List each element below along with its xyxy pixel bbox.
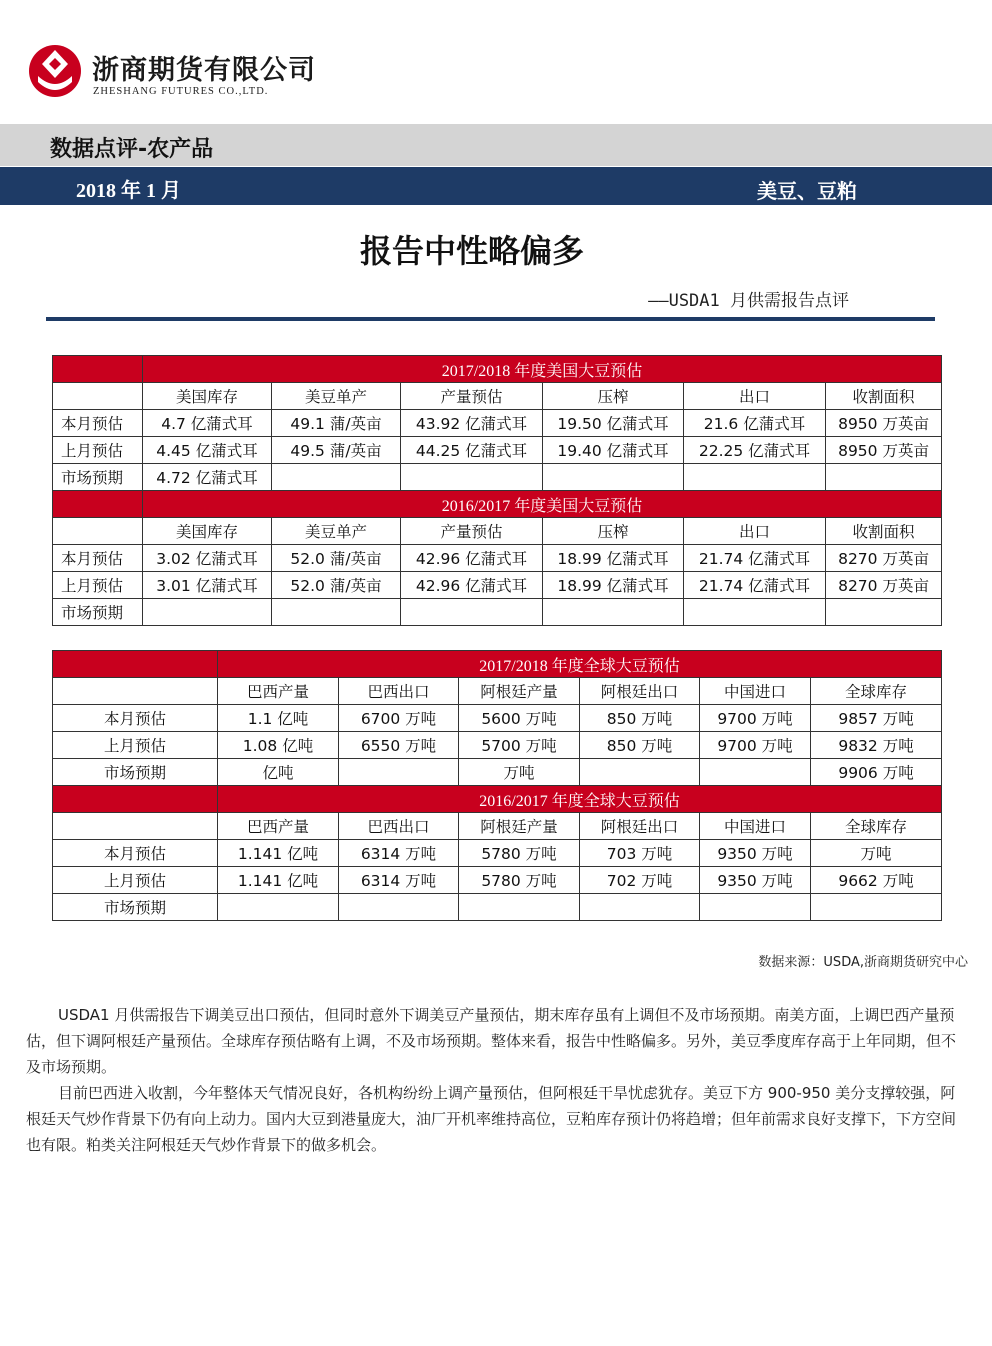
table-cell [580, 759, 700, 786]
section-title: 2017/2018 年度全球大豆预估 [218, 651, 942, 678]
table-row [53, 759, 942, 786]
table-row [53, 572, 942, 599]
report-category: 数据点评-农产品 [50, 137, 214, 162]
table-cell [543, 599, 684, 626]
table-cell [459, 894, 580, 921]
data-source-note: 数据来源：USDA,浙商期货研究中心 [758, 955, 968, 970]
row-label: 上月预估 [53, 732, 218, 759]
column-header: 压榨 [543, 518, 684, 545]
table-row [53, 867, 942, 894]
table-cell: 703 万吨 [580, 840, 700, 867]
column-header: 压榨 [543, 383, 684, 410]
table-cell: 5780 万吨 [459, 840, 580, 867]
table-cell [401, 599, 543, 626]
section-title: 2017/2018 年度美国大豆预估 [143, 356, 942, 383]
table-cell: 1.141 亿吨 [218, 867, 339, 894]
report-products: 美豆、豆粕 [757, 179, 857, 203]
table-cell: 43.92 亿蒲式耳 [401, 410, 543, 437]
table-cell [684, 599, 826, 626]
table-row [53, 705, 942, 732]
table-cell: 6700 万吨 [339, 705, 459, 732]
table-cell: 1.141 亿吨 [218, 840, 339, 867]
table-cell: 3.01 亿蒲式耳 [143, 572, 272, 599]
row-label: 市场预期 [53, 759, 218, 786]
row-label: 本月预估 [53, 545, 143, 572]
table-cell: 6550 万吨 [339, 732, 459, 759]
table-cell: 4.7 亿蒲式耳 [143, 410, 272, 437]
table-cell: 19.50 亿蒲式耳 [543, 410, 684, 437]
table-row [53, 410, 942, 437]
column-header: 收割面积 [826, 518, 942, 545]
column-header: 美国库存 [143, 518, 272, 545]
section-title: 2016/2017 年度美国大豆预估 [143, 491, 942, 518]
table-section-header [53, 356, 942, 383]
table-cell: 52.0 蒲/英亩 [272, 545, 401, 572]
table-cell: 万吨 [811, 840, 942, 867]
table-cell [272, 464, 401, 491]
column-header: 巴西出口 [339, 678, 459, 705]
table-cell: 9700 万吨 [700, 705, 811, 732]
company-name-en: ZHESHANG FUTURES CO.,LTD. [93, 86, 269, 97]
table-cell: 21.6 亿蒲式耳 [684, 410, 826, 437]
table-cell: 1.1 亿吨 [218, 705, 339, 732]
table-cell [580, 894, 700, 921]
table-cell: 9350 万吨 [700, 867, 811, 894]
row-label: 本月预估 [53, 840, 218, 867]
table-cell [826, 599, 942, 626]
table-section-header [53, 786, 942, 813]
header-blank-cell [53, 491, 143, 518]
column-header: 美豆单产 [272, 383, 401, 410]
row-label: 市场预期 [53, 599, 143, 626]
column-header: 出口 [684, 383, 826, 410]
row-label: 上月预估 [53, 572, 143, 599]
table-cell: 42.96 亿蒲式耳 [401, 572, 543, 599]
column-header: 巴西产量 [218, 813, 339, 840]
column-header: 收割面积 [826, 383, 942, 410]
column-header: 美豆单产 [272, 518, 401, 545]
title-divider [46, 317, 935, 321]
table-cell: 9350 万吨 [700, 840, 811, 867]
table-section-header [53, 651, 942, 678]
corner-cell [53, 678, 218, 705]
table-cell: 5700 万吨 [459, 732, 580, 759]
table-cell: 5600 万吨 [459, 705, 580, 732]
body-paragraph: 目前巴西进入收割，今年整体天气情况良好，各机构纷纷上调产量预估，但阿根廷干旱忧虑犹存。美豆下方 900-950 美分支撑较强，阿根廷天气炒作背景下仍有向上动力。国内大豆到港量庞大，油厂开机率维持高位，豆粕库存预计仍将趋增；但年前需求良好支撑下，下方空间也有限。粕类关注阿根廷天气炒作背景下的做多机会。 [26, 1084, 957, 1154]
row-label: 本月预估 [53, 410, 143, 437]
table-cell: 9906 万吨 [811, 759, 942, 786]
column-header: 产量预估 [401, 383, 543, 410]
report-date: 2018 年 1 月 [76, 180, 181, 202]
table-cell: 8950 万英亩 [826, 410, 942, 437]
table-cell: 6314 万吨 [339, 840, 459, 867]
row-label: 上月预估 [53, 867, 218, 894]
table-cell: 4.45 亿蒲式耳 [143, 437, 272, 464]
page-subtitle: ——USDA1 月供需报告点评 [648, 291, 849, 311]
corner-cell [53, 813, 218, 840]
page-title: 报告中性略偏多 [359, 232, 584, 270]
table-cell: 702 万吨 [580, 867, 700, 894]
table-cell: 8270 万英亩 [826, 545, 942, 572]
global-soybean-table [52, 650, 942, 921]
table-cell: 21.74 亿蒲式耳 [684, 572, 826, 599]
corner-cell [53, 383, 143, 410]
column-header: 全球库存 [811, 678, 942, 705]
row-label: 市场预期 [53, 464, 143, 491]
company-logo-icon [28, 44, 82, 98]
column-header: 出口 [684, 518, 826, 545]
table-cell [218, 894, 339, 921]
column-header: 巴西出口 [339, 813, 459, 840]
table-cell [339, 894, 459, 921]
table-cell: 亿吨 [218, 759, 339, 786]
column-header: 阿根廷产量 [459, 678, 580, 705]
table-cell: 21.74 亿蒲式耳 [684, 545, 826, 572]
column-header: 阿根廷出口 [580, 813, 700, 840]
body-paragraph: USDA1 月供需报告下调美豆出口预估，但同时意外下调美豆产量预估，期末库存虽有上调但不及市场预期。南美方面，上调巴西产量预估，但下调阿根廷产量预估。全球库存预估略有上调，不及市场预期。整体来看，报告中性略偏多。另外，美豆季度库存高于上年同期，但不及市场预期。 [26, 1006, 957, 1076]
table-row [53, 732, 942, 759]
table-cell: 42.96 亿蒲式耳 [401, 545, 543, 572]
table-cell [339, 759, 459, 786]
table-cell: 9662 万吨 [811, 867, 942, 894]
table-cell [700, 894, 811, 921]
table-cell [143, 599, 272, 626]
column-header: 美国库存 [143, 383, 272, 410]
table-cell [826, 464, 942, 491]
table-cell [272, 599, 401, 626]
table-cell: 44.25 亿蒲式耳 [401, 437, 543, 464]
table-cell: 850 万吨 [580, 732, 700, 759]
column-header: 巴西产量 [218, 678, 339, 705]
table-cell: 9700 万吨 [700, 732, 811, 759]
table-cell: 9832 万吨 [811, 732, 942, 759]
table-cell: 850 万吨 [580, 705, 700, 732]
row-label: 本月预估 [53, 705, 218, 732]
column-header: 阿根廷出口 [580, 678, 700, 705]
table-row [53, 599, 942, 626]
table-row [53, 840, 942, 867]
table-cell: 18.99 亿蒲式耳 [543, 572, 684, 599]
table-cell: 3.02 亿蒲式耳 [143, 545, 272, 572]
table-cell [811, 894, 942, 921]
header-blank-cell [53, 786, 218, 813]
table-section-header [53, 491, 942, 518]
table-cell [700, 759, 811, 786]
table-cell: 19.40 亿蒲式耳 [543, 437, 684, 464]
table-row [53, 437, 942, 464]
table-cell: 18.99 亿蒲式耳 [543, 545, 684, 572]
row-label: 上月预估 [53, 437, 143, 464]
table-cell: 8950 万英亩 [826, 437, 942, 464]
corner-cell [53, 518, 143, 545]
column-header: 中国进口 [700, 678, 811, 705]
column-header: 产量预估 [401, 518, 543, 545]
table-cell: 5780 万吨 [459, 867, 580, 894]
row-label: 市场预期 [53, 894, 218, 921]
table-cell: 4.72 亿蒲式耳 [143, 464, 272, 491]
column-header-row [53, 813, 942, 840]
column-header-row [53, 678, 942, 705]
company-name-cn: 浙商期货有限公司 [92, 55, 316, 86]
column-header-row [53, 383, 942, 410]
column-header: 中国进口 [700, 813, 811, 840]
table-cell: 6314 万吨 [339, 867, 459, 894]
table-cell [543, 464, 684, 491]
column-header: 全球库存 [811, 813, 942, 840]
column-header: 阿根廷产量 [459, 813, 580, 840]
table-cell: 1.08 亿吨 [218, 732, 339, 759]
table-row [53, 545, 942, 572]
table-cell: 49.1 蒲/英亩 [272, 410, 401, 437]
table-cell [401, 464, 543, 491]
table-row [53, 894, 942, 921]
column-header-row [53, 518, 942, 545]
section-title: 2016/2017 年度全球大豆预估 [218, 786, 942, 813]
table-cell: 52.0 蒲/英亩 [272, 572, 401, 599]
header-blank-cell [53, 356, 143, 383]
us-soybean-table [52, 355, 942, 626]
table-cell: 49.5 蒲/英亩 [272, 437, 401, 464]
table-cell: 8270 万英亩 [826, 572, 942, 599]
table-cell: 22.25 亿蒲式耳 [684, 437, 826, 464]
table-cell: 9857 万吨 [811, 705, 942, 732]
table-cell: 万吨 [459, 759, 580, 786]
table-cell [684, 464, 826, 491]
header-blank-cell [53, 651, 218, 678]
table-row [53, 464, 942, 491]
